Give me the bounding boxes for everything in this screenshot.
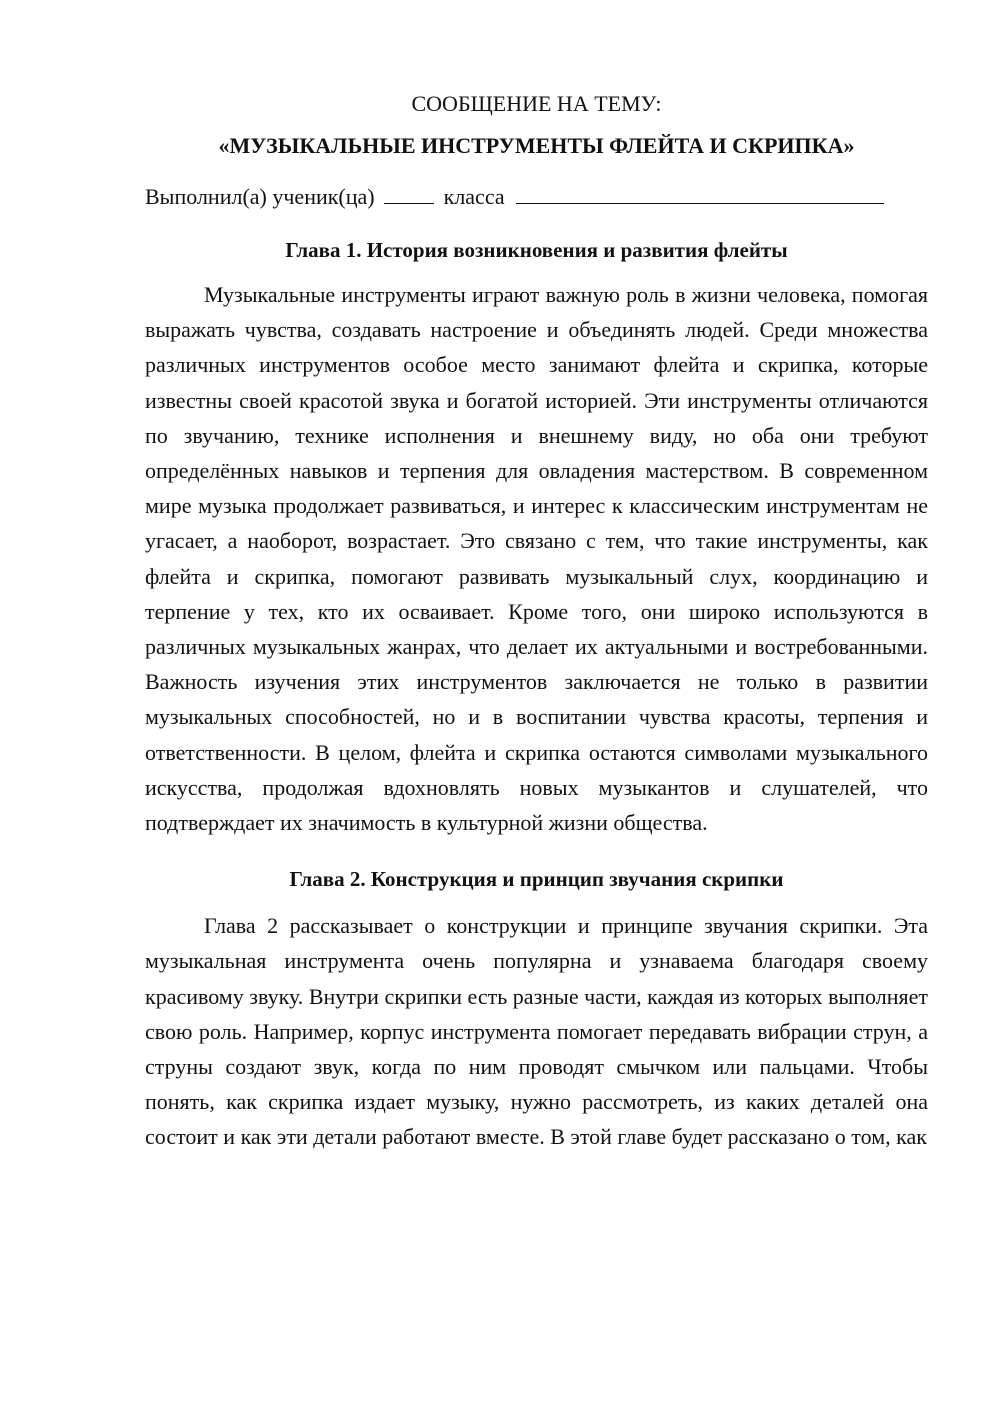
class-blank xyxy=(516,183,884,204)
author-prefix-text: Выполнил(а) ученик(ца) xyxy=(145,184,375,209)
author-class-text: класса xyxy=(443,184,505,209)
document-title-line-1: СООБЩЕНИЕ НА ТЕМУ: xyxy=(411,91,662,116)
chapter-2-heading: Глава 2. Конструкция и принцип звучания скрипки xyxy=(289,867,784,892)
author-line xyxy=(145,181,928,213)
document-page xyxy=(145,88,928,1155)
chapter-2-paragraph: Глава 2 рассказывает о конструкции и принципе звучания скрипки. Эта музыкальная инструмента очень популярна и узнаваема благодаря своему красивому звуку. Внутри скрипки есть разные части, каждая из которых выполняет свою роль. Например, корпус инструмента помогает передавать вибрации струн, а струны создают звук, когда по ним проводят смычком или пальцами. Чтобы понять, как скрипка издает музыку, нужно рассмотреть, из каких деталей она состоит и как эти детали работают вместе. В этой главе будет рассказано о том, как xyxy=(145,913,928,1150)
student-name-blank xyxy=(384,183,434,204)
chapter-1-paragraph: Музыкальные инструменты играют важную роль в жизни человека, помогая выражать чувства, создавать настроение и объединять людей. Среди множества различных инструментов особое место занимают флейта и скрипка, которые известны своей красотой звука и богатой историей. Эти инструменты отличаются по звучанию, технике исполнения и внешнему виду, но оба они требуют определённых навыков и терпения для овладения мастерством. В современном мире музыка продолжает развиваться, и интерес к классическим инструментам не угасает, а наоборот, возрастает. Это связано с тем, что такие инструменты, как флейта и скрипка, помогают развивать музыкальный слух, координацию и терпение у тех, кто их осваивает. Кроме того, они широко используются в различных музыкальных жанрах, что делает их актуальными и востребованными. Важность изучения этих инструментов заключается не только в развитии музыкальных способностей, но и в воспитании чувства красоты, терпения и ответственности. В целом, флейта и скрипка остаются символами музыкального искусства, продолжая вдохновлять новых музыкантов и слушателей, что подтверждает их значимость в культурной жизни общества. xyxy=(145,282,928,836)
document-title-line-2: «МУЗЫКАЛЬНЫЕ ИНСТРУМЕНТЫ ФЛЕЙТА И СКРИПКА» xyxy=(218,133,855,158)
chapter-1-heading: Глава 1. История возникновения и развития флейты xyxy=(285,238,788,262)
